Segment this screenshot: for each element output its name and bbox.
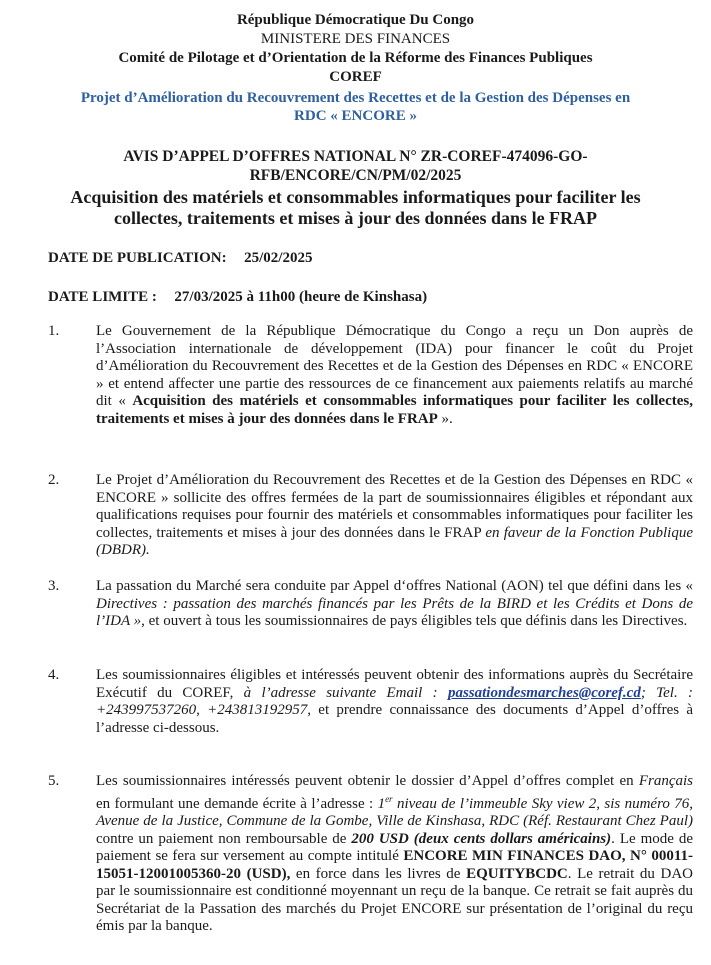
deadline-row	[48, 289, 427, 306]
project-name-line1: Projet d’Amélioration du Recouvrement des Recettes et de la Gestion des Dépenses en	[80, 90, 631, 106]
deadline-label: DATE LIMITE :	[48, 289, 157, 305]
publication-date-value: 25/02/2025	[244, 250, 313, 266]
item-text: Le Projet d’Amélioration du Recouvrement des Recettes et de la Gestion des Dépenses en RDC « ENCORE » sollicite des offres fermées de la part de soumissionnaires éligibles et répondant aux qualifications requises pour fournir des matériels et consommables informatiques pour faciliter les collectes, traitements et mises à jour des données dans le FRAP en faveur de la Fonction Publique (DBDR).	[96, 472, 693, 558]
project-name-line2: RDC « ENCORE »	[294, 108, 417, 124]
item-number: 5.	[48, 773, 60, 789]
notice-title-line1: AVIS D’APPEL D’OFFRES NATIONAL N° ZR-COREF-474096-GO-	[123, 148, 588, 165]
ministry-name: MINISTERE DES FINANCES	[260, 31, 451, 47]
item-text: La passation du Marché sera conduite par Appel d‘offres National (AON) tel que défini dans les « Directives : passation des marchés financés par les Prêts de la BIRD et les Crédits et Dons de l’IDA », et ouvert à tous les soumissionnaires de pays éligibles tels que définis dans les Directives.	[96, 578, 693, 629]
item-number: 1.	[48, 323, 60, 339]
item-text: Le Gouvernement de la République Démocratique du Congo a reçu un Don auprès de l’Association internationale de développement (IDA) pour financer le coût du Projet d’Amélioration du Recouvrement des Recettes et de la Gestion des Dépenses en RDC « ENCORE » et entend affecter une partie des ressources de ce financement aux paiements relatifs au marché dit « Acquisition des matériels et consommables informatiques pour faciliter les collectes, traitements et mises à jour des données dans le FRAP ».	[96, 323, 693, 427]
item-number: 4.	[48, 667, 60, 683]
item-number: 2.	[48, 472, 60, 488]
item-text: Les soumissionnaires éligibles et intéressés peuvent obtenir des informations auprès du Secrétaire Exécutif du COREF, à l’adresse suivante Email : passationdesmarches@coref.cd; Tel. : +243997537260, +243813192957, et prendre connaissance des documents d’Appel d’offres à l’adresse ci-dessous.	[96, 667, 693, 736]
item-number: 3.	[48, 578, 60, 594]
committee-acronym: COREF	[329, 69, 382, 85]
publication-date-label: DATE DE PUBLICATION:	[48, 250, 227, 266]
notice-title-line2: RFB/ENCORE/CN/PM/02/2025	[249, 167, 462, 184]
committee-name: Comité de Pilotage et d’Orientation de la Réforme des Finances Publiques	[118, 50, 593, 66]
email-link[interactable]: passationdesmarches@coref.cd	[447, 684, 641, 701]
publication-date-row	[48, 250, 312, 267]
notice-subject-line1: Acquisition des matériels et consommables informatiques pour faciliter les	[70, 187, 641, 207]
notice-subject-line2: collectes, traitements et mises à jour des données dans le FRAP	[113, 208, 598, 228]
country-name: République Démocratique Du Congo	[236, 12, 475, 28]
item-text: Les soumissionnaires intéressés peuvent obtenir le dossier d’Appel d’offres complet en Français en formulant une demande écrite à l’adresse : 1er niveau de l’immeuble Sky view 2, sis numéro 76, Avenue de la Justice, Commune de la Gombe, Ville de Kinshasa, RDC (Réf. Restaurant Chez Paul) contre un paiement non remboursable de 200 USD (deux cents dollars américains). Le mode de paiement se fera sur versement au compte intitulé ENCORE MIN FINANCES DAO, N° 00011-15051-12001005360-20 (USD), en force dans les livres de EQUITYBCDC. Le retrait du DAO par le soumissionnaire est conditionné moyennant un reçu de la banque. Ce retrait se fait auprès du Secrétariat de la Passation des marchés du Projet ENCORE sur présentation de l’original du reçu émis par la banque.	[96, 773, 694, 934]
deadline-value: 27/03/2025 à 11h00 (heure de Kinshasa)	[174, 289, 428, 305]
